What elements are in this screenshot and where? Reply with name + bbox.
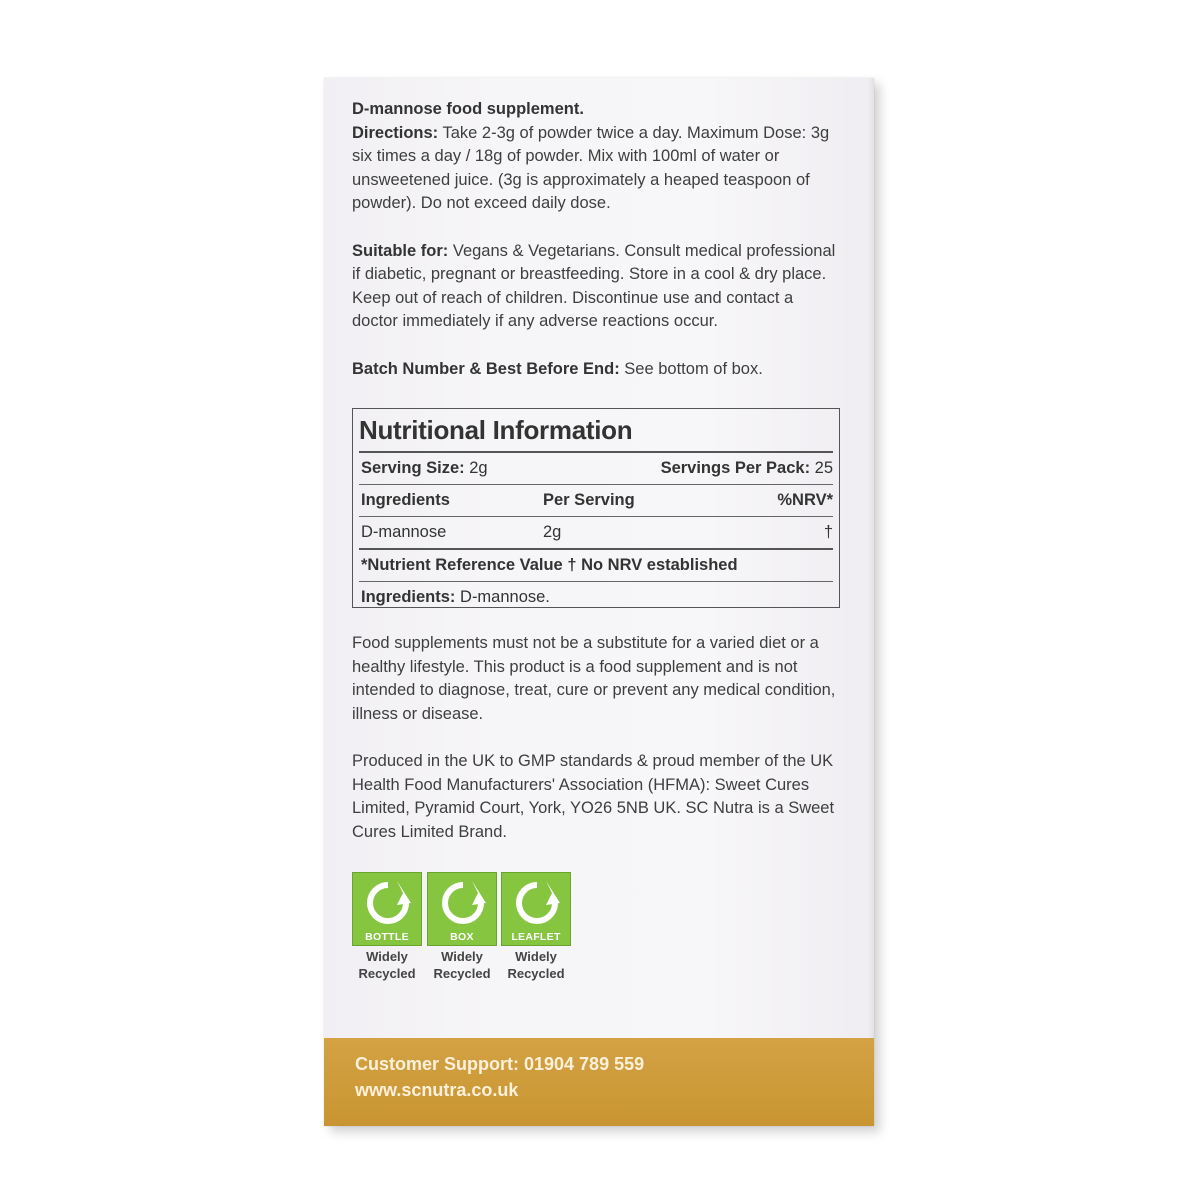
ingredients-line — [361, 582, 550, 613]
caption-line-2: Recycled — [507, 966, 565, 981]
batch-text: See bottom of box. — [619, 359, 763, 378]
servings-per-pack-value: 25 — [810, 459, 833, 477]
support-footer — [324, 1038, 874, 1126]
website-url: www.scnutra.co.uk — [355, 1080, 519, 1100]
recycle-bottle — [352, 872, 422, 982]
servings-per-pack — [661, 453, 833, 484]
col-nrv: %NRV* — [777, 491, 833, 509]
nutrition-title: Nutritional Information — [359, 415, 633, 445]
ingredients-value: D-mannose. — [455, 588, 550, 606]
box-edge-shadow — [868, 78, 874, 1126]
recycle-icon — [436, 879, 490, 927]
directions-text: Take 2-3g of powder twice a day. Maximum Dose: 3g six times a day / 18g of powder. Mix with 100ml of water or unsweetened juice. (3g is approximately a heaped teaspoon of powder). Do not exceed daily dose. — [352, 123, 830, 212]
row-name: D-mannose — [361, 523, 447, 541]
recycle-caption — [501, 948, 571, 982]
recycle-tile — [352, 872, 422, 946]
batch-paragraph — [352, 358, 842, 382]
manufacturer-text: Produced in the UK to GMP standards & proud member of the UK Health Food Manufacturers' Association (HFMA): Sweet Cures Limited, Pyramid Court, York, YO26 5NB UK. SC Nutra is a Sweet Cures Limited Brand. — [352, 752, 835, 841]
recycle-caption — [427, 948, 497, 982]
footnote-row — [359, 548, 833, 581]
header-row — [359, 484, 833, 516]
col-per-serving: Per Serving — [543, 491, 635, 509]
servings-per-pack-label: Servings Per Pack: — [660, 459, 811, 477]
suitable-paragraph — [352, 240, 842, 334]
customer-support: Customer Support: 01904 789 559 — [355, 1054, 645, 1074]
recycle-label: LEAFLET — [511, 931, 561, 943]
disclaimer-text: Food supplements must not be a substitute for a varied diet or a healthy lifestyle. This product is a food supplement and is not intended to diagnose, treat, cure or prevent any medical condition, illness or disease. — [352, 634, 836, 723]
recycle-label: BOX — [450, 931, 474, 943]
suitable-text: Vegans & Vegetarians. Consult medical professional if diabetic, pregnant or breastfeeding. Store in a cool & dry place. Keep out of reach of children. Discontinue use and contact a doctor immediately if any adverse reactions occur. — [352, 241, 836, 330]
serving-size-value: 2g — [464, 459, 488, 477]
instructions-text — [352, 98, 842, 405]
row-nrv: † — [823, 523, 833, 541]
caption-line-1: Widely — [515, 949, 557, 964]
ingredients-row — [359, 581, 833, 613]
directions-paragraph — [352, 122, 842, 216]
row-per-serving: 2g — [543, 523, 562, 541]
recycle-box — [427, 872, 497, 982]
caption-line-1: Widely — [441, 949, 483, 964]
col-ingredients: Ingredients — [361, 491, 450, 509]
serving-row — [359, 451, 833, 484]
suitable-label: Suitable for: — [352, 241, 449, 260]
recycle-label: BOTTLE — [365, 931, 409, 943]
serving-size — [361, 453, 488, 484]
batch-label: Batch Number & Best Before End: — [352, 359, 620, 378]
recycle-tile — [427, 872, 497, 946]
recycle-icon — [510, 879, 564, 927]
caption-line-2: Recycled — [358, 966, 416, 981]
caption-line-2: Recycled — [433, 966, 491, 981]
serving-size-label: Serving Size: — [361, 459, 465, 477]
product-title: D-mannose food supplement. — [352, 100, 584, 118]
recycle-caption — [352, 948, 422, 982]
nutrition-table — [352, 408, 840, 608]
recycle-leaflet — [501, 872, 571, 982]
product-box-back — [324, 78, 874, 1126]
nrv-footnote: *Nutrient Reference Value † No NRV established — [361, 556, 738, 574]
recycle-icon — [361, 879, 415, 927]
directions-label: Directions: — [352, 123, 439, 142]
recycle-tile — [501, 872, 571, 946]
caption-line-1: Widely — [366, 949, 408, 964]
ingredients-label: Ingredients: — [361, 588, 456, 606]
table-row — [359, 516, 833, 548]
